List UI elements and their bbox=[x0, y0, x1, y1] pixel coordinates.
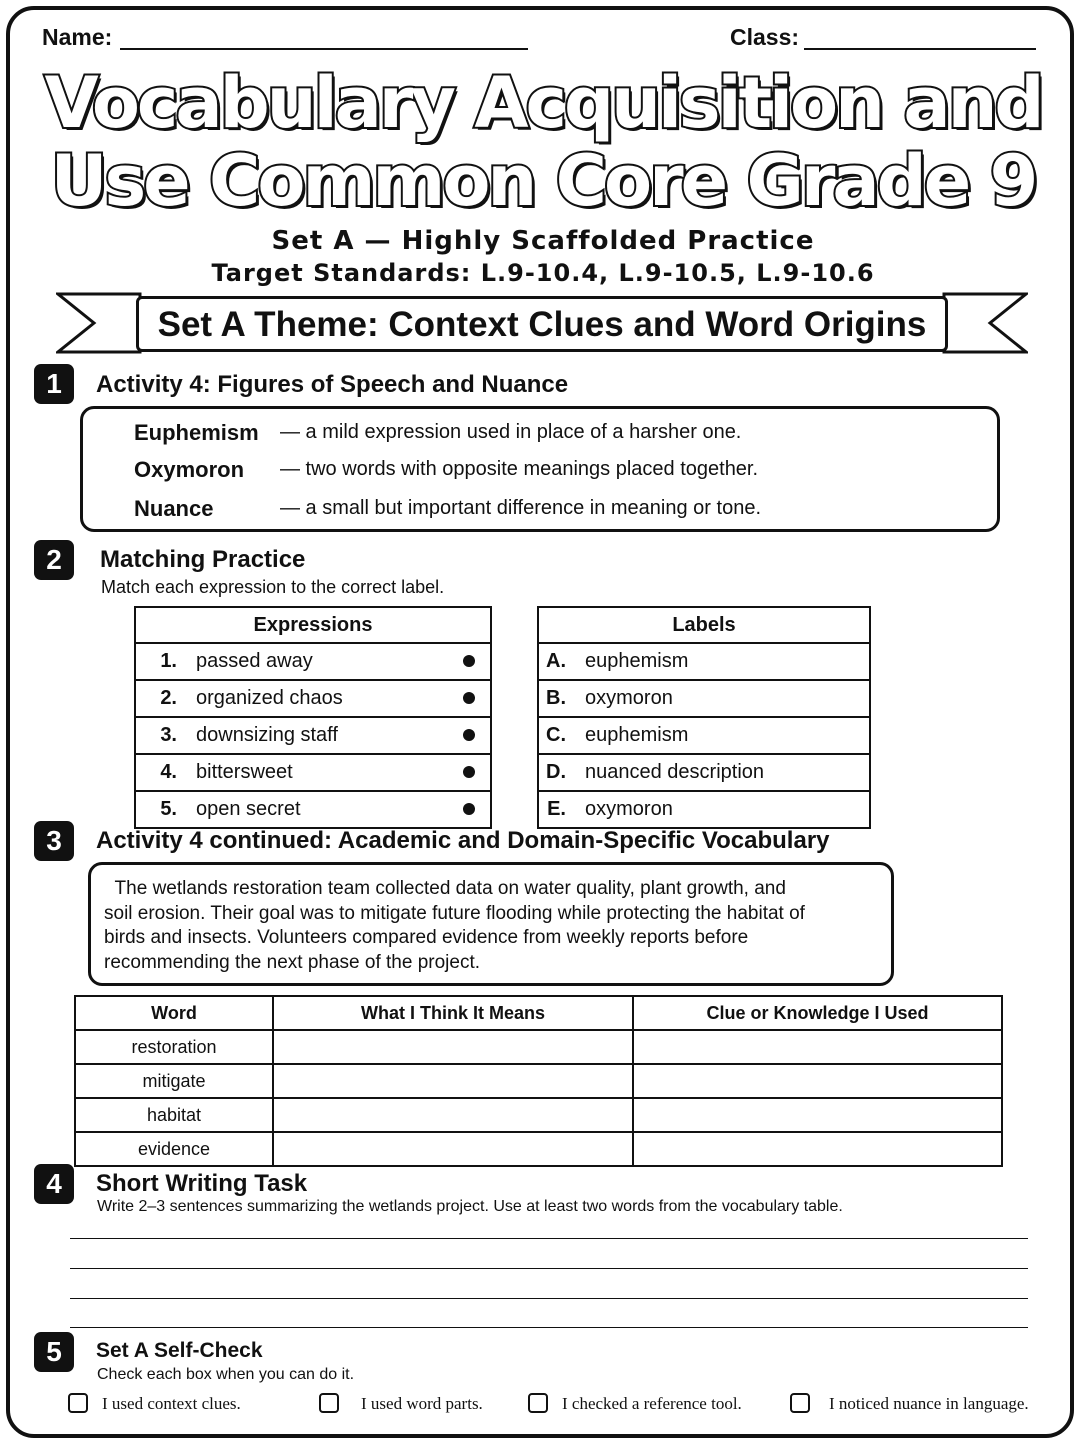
table-row bbox=[538, 643, 870, 680]
label-letter: B. bbox=[538, 680, 584, 717]
class-label: Class: bbox=[730, 24, 800, 50]
self-check-checkbox[interactable] bbox=[68, 1393, 88, 1413]
section-2-title: Matching Practice bbox=[100, 546, 306, 573]
vocab-word: restoration bbox=[75, 1030, 273, 1064]
item-number: 1. bbox=[135, 643, 195, 680]
expression-text: organized chaos bbox=[195, 680, 448, 717]
table-row bbox=[135, 643, 491, 680]
target-standards: Target Standards: L.9-10.4, L.9-10.5, L.9-10.6 bbox=[211, 259, 875, 287]
table-row bbox=[75, 1064, 1002, 1098]
table-row bbox=[538, 717, 870, 754]
table-row bbox=[135, 717, 491, 754]
definition-text: — a mild expression used in place of a harsher one. bbox=[280, 421, 742, 443]
match-dot[interactable] bbox=[463, 766, 475, 778]
label-letter: C. bbox=[538, 717, 584, 754]
label-text: nuanced description bbox=[584, 754, 870, 791]
self-check-checkbox[interactable] bbox=[790, 1393, 810, 1413]
passage-line: recommending the next phase of the project. bbox=[104, 952, 481, 973]
label-text: oxymoron bbox=[584, 791, 870, 828]
self-check-checkbox[interactable] bbox=[319, 1393, 339, 1413]
writing-line[interactable] bbox=[70, 1268, 1028, 1269]
definition-term: Euphemism bbox=[134, 420, 259, 445]
subtitle: Set A — Highly Scaffolded Practice bbox=[271, 226, 815, 256]
table-row bbox=[538, 680, 870, 717]
table-row bbox=[538, 754, 870, 791]
title-line-1: Vocabulary Acquisition and bbox=[44, 62, 1042, 144]
match-dot[interactable] bbox=[463, 803, 475, 815]
section-3-title: Activity 4 continued: Academic and Domain-Specific Vocabulary bbox=[96, 827, 830, 854]
section-1-title: Activity 4: Figures of Speech and Nuance bbox=[96, 371, 569, 398]
table-row bbox=[135, 754, 491, 791]
table-row bbox=[135, 791, 491, 828]
label-letter: D. bbox=[538, 754, 584, 791]
expressions-table bbox=[134, 606, 492, 829]
item-number: 4. bbox=[135, 754, 195, 791]
section-5-badge: 5 bbox=[34, 1332, 74, 1372]
self-check-label: I noticed nuance in language. bbox=[829, 1394, 1029, 1413]
match-dot[interactable] bbox=[463, 729, 475, 741]
vocab-word: mitigate bbox=[75, 1064, 273, 1098]
column-header: Clue or Knowledge I Used bbox=[633, 996, 1002, 1030]
vocab-word: evidence bbox=[75, 1132, 273, 1166]
labels-table bbox=[537, 606, 871, 829]
table-row bbox=[75, 1098, 1002, 1132]
section-5-title: Set A Self-Check bbox=[96, 1339, 263, 1362]
clue-cell[interactable] bbox=[633, 1030, 1002, 1064]
definition-text: — a small but important difference in meaning or tone. bbox=[280, 497, 761, 519]
clue-cell[interactable] bbox=[633, 1064, 1002, 1098]
table-row bbox=[135, 680, 491, 717]
column-header: Word bbox=[75, 996, 273, 1030]
expression-text: passed away bbox=[195, 643, 448, 680]
writing-line[interactable] bbox=[70, 1327, 1028, 1328]
writing-line[interactable] bbox=[70, 1238, 1028, 1239]
match-dot[interactable] bbox=[463, 655, 475, 667]
vocab-word: habitat bbox=[75, 1098, 273, 1132]
section-4-title: Short Writing Task bbox=[96, 1170, 308, 1197]
vocabulary-table bbox=[74, 995, 1003, 1167]
passage-line: birds and insects. Volunteers compared evidence from weekly reports before bbox=[104, 927, 749, 948]
clue-cell[interactable] bbox=[633, 1098, 1002, 1132]
section-2-instruction: Match each expression to the correct label. bbox=[101, 577, 445, 597]
clue-cell[interactable] bbox=[633, 1132, 1002, 1166]
self-check-label: I used context clues. bbox=[102, 1394, 241, 1413]
definition-term: Oxymoron bbox=[134, 457, 245, 482]
self-check-label: I checked a reference tool. bbox=[562, 1394, 742, 1413]
expression-text: downsizing staff bbox=[195, 717, 448, 754]
definition-text: — two words with opposite meanings placed together. bbox=[280, 458, 759, 480]
meaning-cell[interactable] bbox=[273, 1064, 633, 1098]
label-text: euphemism bbox=[584, 717, 870, 754]
label-letter: E. bbox=[538, 791, 584, 828]
section-4-badge: 4 bbox=[34, 1164, 74, 1204]
meaning-cell[interactable] bbox=[273, 1098, 633, 1132]
class-field[interactable] bbox=[804, 48, 1036, 50]
self-check-label: I used word parts. bbox=[361, 1394, 483, 1413]
table-row bbox=[538, 791, 870, 828]
name-label: Name: bbox=[42, 24, 113, 50]
match-dot[interactable] bbox=[463, 692, 475, 704]
theme-banner: Set A Theme: Context Clues and Word Origins bbox=[136, 296, 948, 352]
expressions-header: Expressions bbox=[135, 607, 491, 643]
section-5-instruction: Check each box when you can do it. bbox=[97, 1366, 355, 1383]
meaning-cell[interactable] bbox=[273, 1132, 633, 1166]
writing-line[interactable] bbox=[70, 1298, 1028, 1299]
passage-line: soil erosion. Their goal was to mitigate future flooding while protecting the habitat of bbox=[104, 903, 805, 924]
item-number: 5. bbox=[135, 791, 195, 828]
title-line-2: Use Common Core Grade 9 bbox=[50, 140, 1036, 222]
section-2-badge: 2 bbox=[34, 540, 74, 580]
table-row bbox=[75, 1030, 1002, 1064]
self-check-checkbox[interactable] bbox=[528, 1393, 548, 1413]
label-text: euphemism bbox=[584, 643, 870, 680]
definition-term: Nuance bbox=[134, 496, 214, 521]
label-text: oxymoron bbox=[584, 680, 870, 717]
name-field[interactable] bbox=[120, 48, 528, 50]
column-header: What I Think It Means bbox=[273, 996, 633, 1030]
section-3-badge: 3 bbox=[34, 821, 74, 861]
section-1-badge: 1 bbox=[34, 364, 74, 404]
passage-line: The wetlands restoration team collected data on water quality, plant growth, and bbox=[104, 878, 786, 899]
table-row bbox=[75, 1132, 1002, 1166]
expression-text: open secret bbox=[195, 791, 448, 828]
item-number: 2. bbox=[135, 680, 195, 717]
labels-header: Labels bbox=[538, 607, 870, 643]
meaning-cell[interactable] bbox=[273, 1030, 633, 1064]
label-letter: A. bbox=[538, 643, 584, 680]
section-4-instruction: Write 2–3 sentences summarizing the wetlands project. Use at least two words from the vocabulary table. bbox=[97, 1198, 843, 1215]
item-number: 3. bbox=[135, 717, 195, 754]
expression-text: bittersweet bbox=[195, 754, 448, 791]
